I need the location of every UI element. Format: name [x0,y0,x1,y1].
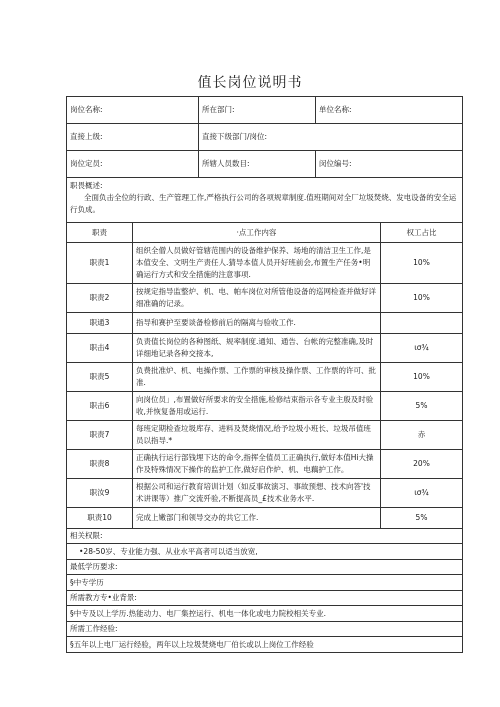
duty-row [67,334,463,363]
experience-label: 所需工作经验: [67,622,463,637]
duty-name: 职击6 [67,392,133,421]
duty-col-header: 职责 [67,223,133,243]
duty-row [67,284,463,313]
duty-content: 根据公司和运行教育培训计划（如反事故演习、事故预想、技术向答'技术讲课等）推广交流歼验,不断提高员_£技术业务水平. [133,479,381,508]
duty-name: 职责2 [67,284,133,313]
permissions-value: •28-50岁、专业能力强、从业水平高者可以适当放宽, [67,544,463,560]
duty-content: 组织全僧人员做好管辖范围内的设备维护保养、场地的清洁卫生工作,是本值安全、文明生产责任人.猜导本值人员开好班前会,布置生产任务•明确运行方式和安全措施的注意事项. [133,243,381,284]
duty-name: 职责5 [67,363,133,392]
section-label-row [67,622,463,637]
background-label: 所需教方专•业背景: [67,591,463,606]
job-description-table [66,96,463,653]
permissions-label: 相关权限: [67,529,463,544]
duty-content: 正确执行运行部钱埋下达的命令,指挥全值员工正确执行,做好本值Hi大操作及特殊情况下操作的监护工作,做好启作炉、机、电藕护工作。 [133,450,381,479]
duty-weight: 5% [381,392,463,421]
duty-row [67,392,463,421]
duty-name: 职责1 [67,243,133,284]
education-value: §中专学历 [67,575,463,591]
experience-value: §五年以上电厂运行经验，两年以上垃圾焚烧电厂伯长或以上岗位工作经验 [67,637,463,653]
duty-name: 职责10 [67,508,133,529]
duty-row [67,421,463,450]
duty-content: 负费批准炉、机、电操作票、工作票的审核及操作票、工作票的许可、批准. [133,363,381,392]
section-value-row [67,575,463,591]
duty-row [67,363,463,392]
section-label-row [67,591,463,606]
section-label-row [67,529,463,544]
direct-subordinate-cell: 直接下级部门/岗位: [199,124,463,151]
headcount-cell: 岗位定员: [67,151,199,178]
weight-col-header: 权工占比 [381,223,463,243]
duty-weight: 赤 [381,421,463,450]
summary-label: 职畏概述: [70,181,103,190]
duties-header-row [67,223,463,243]
duty-weight: 10% [381,363,463,392]
education-label: 最低学历要求: [67,560,463,575]
duty-content: 每班定期检查垃圾库存、进料及焚烧情况,给予垃圾小班长、垃圾吊值班员以指导.* [133,421,381,450]
duty-content: 完成上嫩部门和领导交办的共它工作. [133,508,381,529]
position-name-cell: 岗位名称: [67,97,199,124]
summary-text: 全面负击全位的行政、生产管理工作,严格执行公司的各项规章制度.值班期间对全厂垃圾焚烧、发电设备的安全运行负成。 [70,193,457,214]
duty-weight: 20% [381,450,463,479]
document-title: 值长岗位说明书 [197,75,303,91]
duty-weight: ισ¾ [381,334,463,363]
section-label-row [67,560,463,575]
duty-row [67,479,463,508]
content-col-header: ·点工作内容 [133,223,381,243]
duty-row [67,450,463,479]
position-number-cell: 闵位编号: [316,151,463,178]
direct-superior-cell: 直接上级: [67,124,199,151]
duty-name: 职责7 [67,421,133,450]
info-row [67,151,463,178]
duty-weight: 10% [381,243,463,284]
duty-name: 职责8 [67,450,133,479]
summary-row [67,178,463,223]
duty-name: 职汝9 [67,479,133,508]
duty-weight: 10% [381,284,463,313]
duty-name: 职击4 [67,334,133,363]
section-value-row [67,544,463,560]
duty-row [67,243,463,284]
duty-name: 职通3 [67,313,133,334]
duty-content: 负责值长岗位的各种图纸、规率制度.通知、通告、台帐的完整准确,及时详细地记录各种交接本, [133,334,381,363]
duty-content: 指导和赛护至要谈备检修前后的隔离与验收工作. [133,313,381,334]
background-value: §中专及以上学历.热能动力、电厂集控运行、机电一体化或电力院校相关专业. [67,606,463,622]
unit-name-cell: 单位名称: [316,97,463,124]
duty-row [67,508,463,529]
duty-weight: ισ¾ [381,479,463,508]
duty-weight [381,313,463,334]
section-value-row [67,637,463,653]
duty-content: 向岗位员」,布置做好所要求的安全措施,检修结束指示各专业主殷及时验收,并恢复备用或运行. [133,392,381,421]
section-value-row [67,606,463,622]
info-row [67,97,463,124]
info-row [67,124,463,151]
staff-count-cell: 所辖人员数目: [199,151,316,178]
department-cell: 所在部门: [199,97,316,124]
duty-row [67,313,463,334]
duty-weight: 5% [381,508,463,529]
duty-content: 按规定指导监整炉、机、电、帕车岗位对所管他设备的巡网检查并做好详细准确的记录。 [133,284,381,313]
